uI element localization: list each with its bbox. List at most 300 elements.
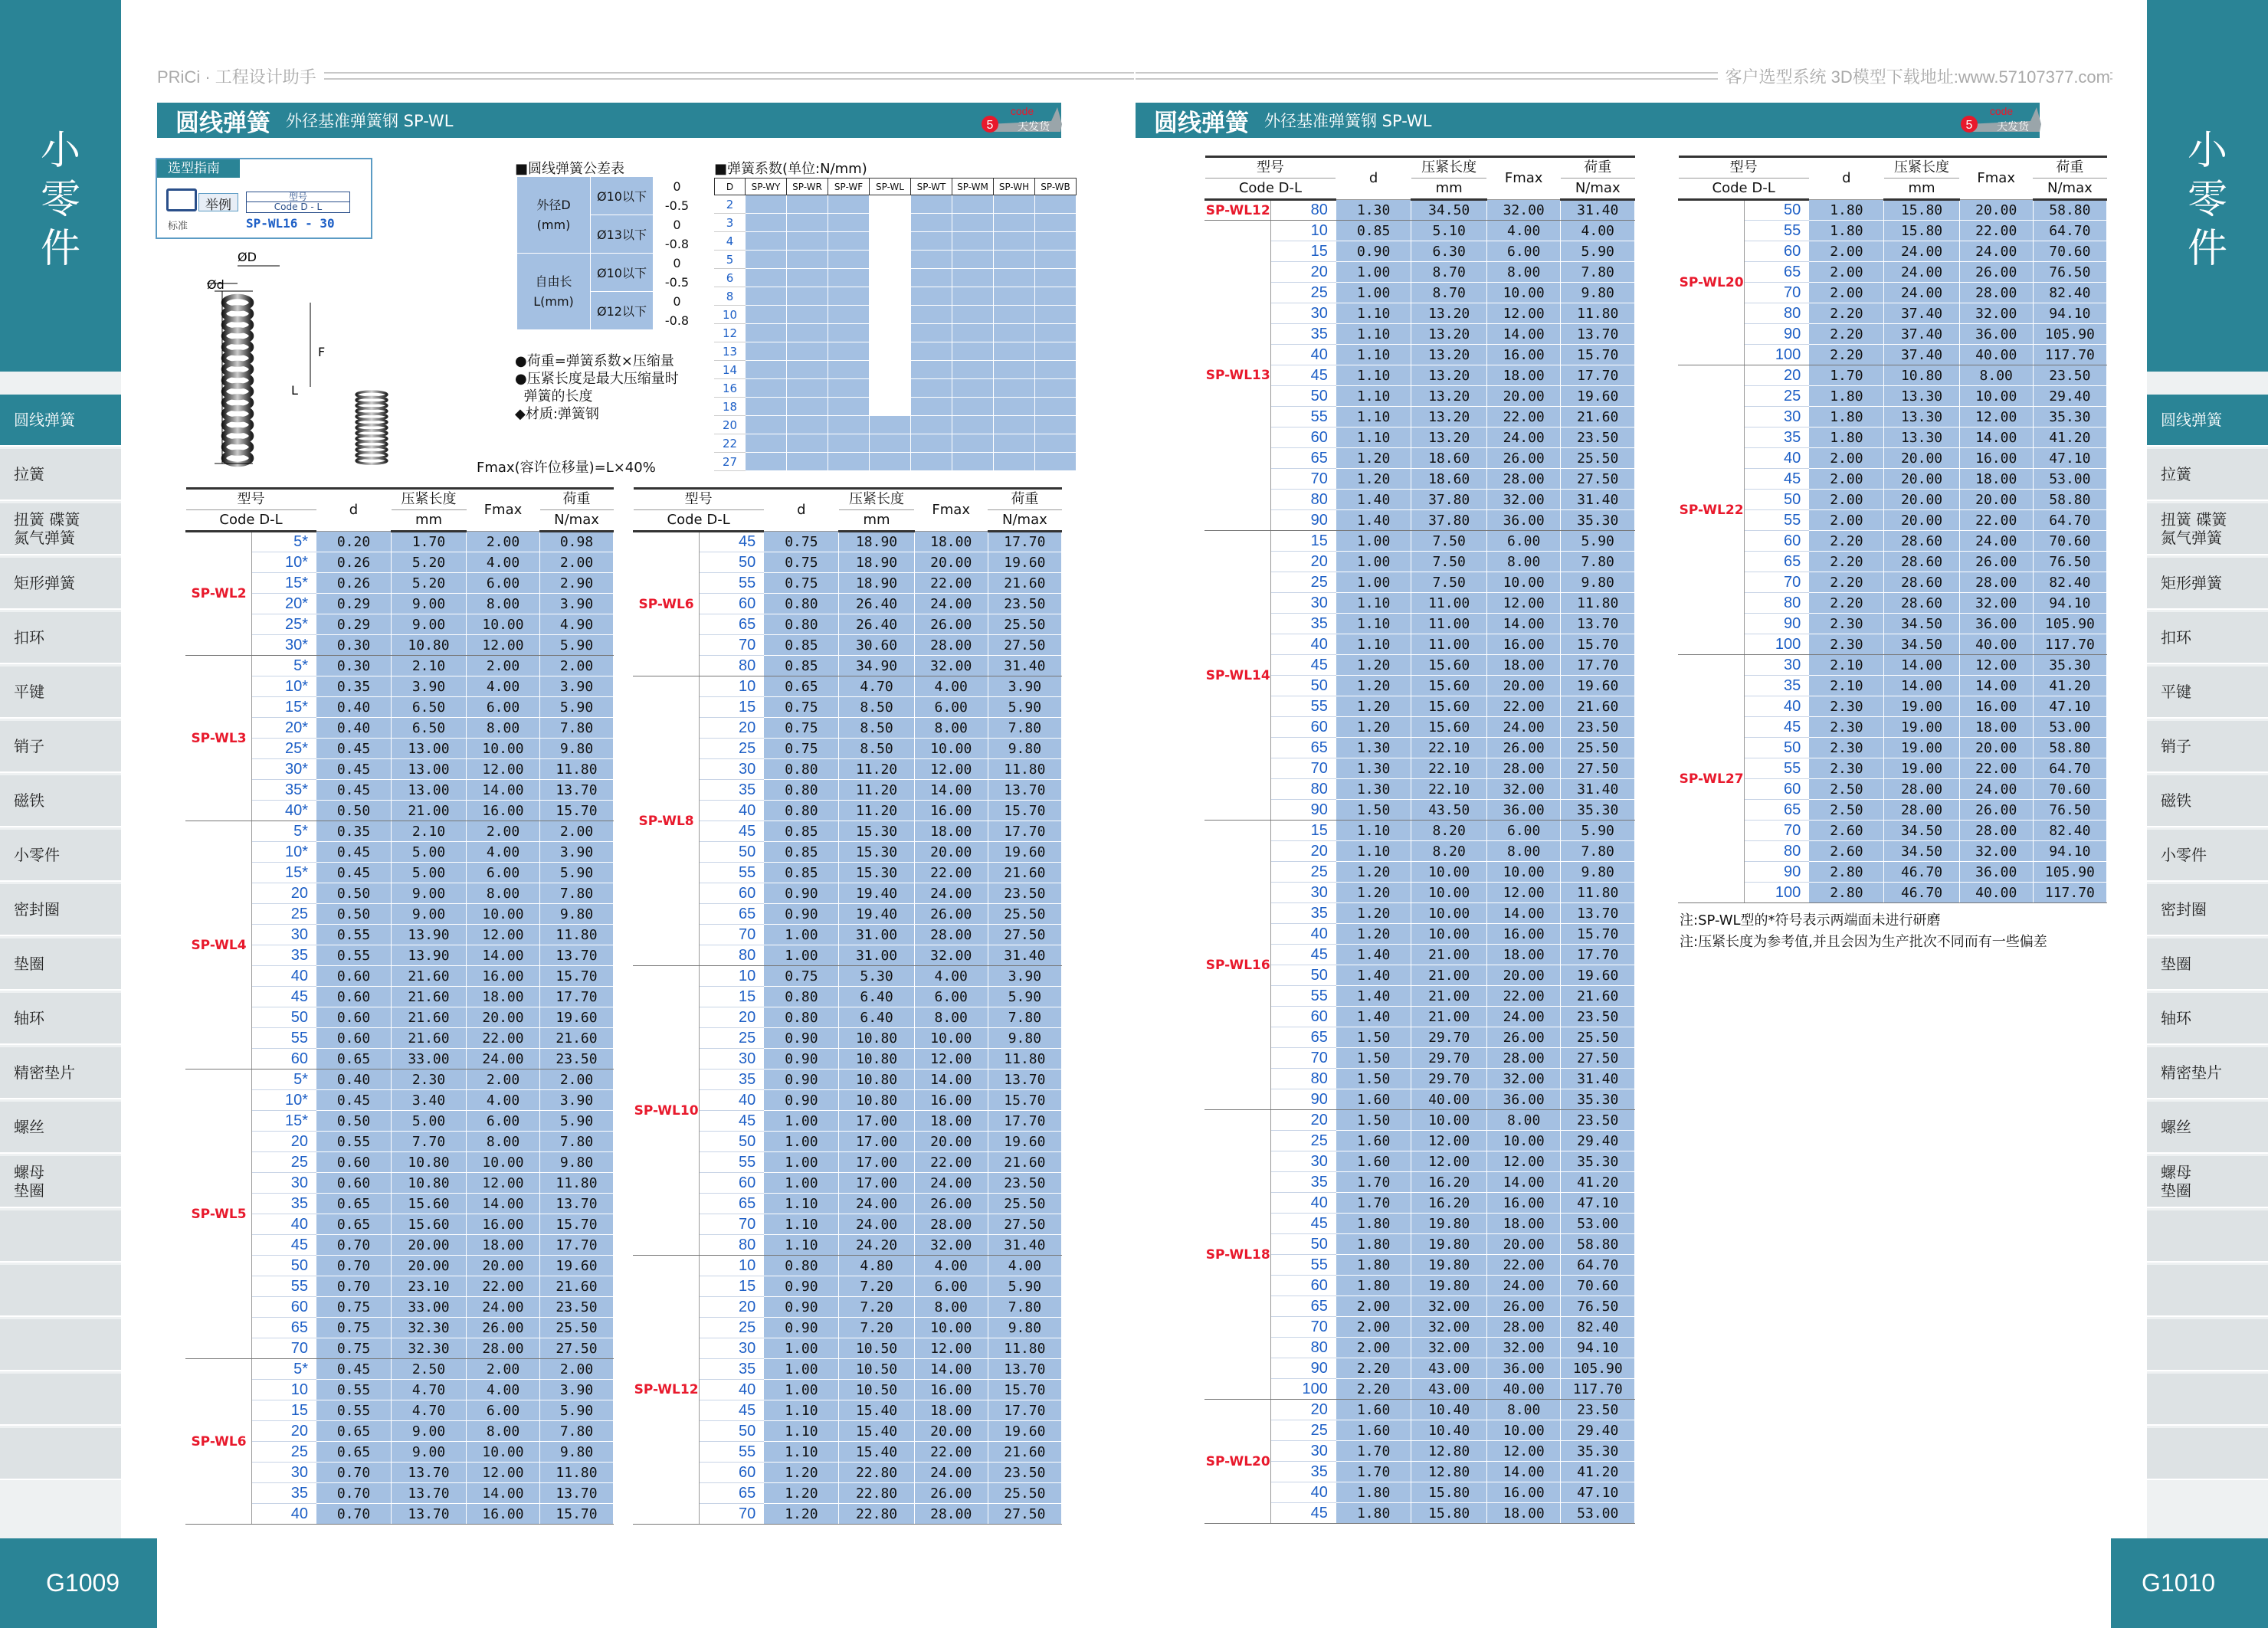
- value-cell: 1.60: [1336, 1089, 1411, 1110]
- value-cell: 5.90: [988, 697, 1061, 718]
- value-cell: 11.80: [1561, 303, 1635, 324]
- value-cell: 10.80: [839, 1049, 914, 1070]
- coef-col-header: SP-WM: [952, 179, 994, 195]
- length-cell: 10*: [252, 1090, 316, 1111]
- value-cell: 0.90: [764, 1070, 839, 1090]
- value-cell: 4.70: [392, 1400, 467, 1421]
- value-cell: 32.00: [1411, 1296, 1487, 1317]
- coef-cell: [911, 416, 952, 434]
- model-code: SP-WL3: [186, 656, 252, 821]
- value-cell: 1.10: [1336, 345, 1411, 365]
- value-cell: 9.80: [540, 904, 614, 925]
- sidebar-item[interactable]: 垫圈: [0, 938, 121, 991]
- value-cell: 1.80: [1336, 1214, 1411, 1234]
- value-cell: 58.80: [2033, 738, 2106, 758]
- sidebar-item[interactable]: [2147, 1374, 2268, 1426]
- value-cell: 2.10: [392, 656, 467, 676]
- coef-cell: [787, 251, 828, 269]
- length-cell: 40: [252, 966, 316, 987]
- length-cell: 80: [1271, 1069, 1336, 1089]
- length-cell: 35: [252, 1483, 316, 1504]
- value-cell: 17.70: [988, 532, 1061, 552]
- length-cell: 5*: [252, 532, 316, 552]
- table-row: [634, 1256, 1062, 1276]
- value-cell: 53.00: [2033, 469, 2106, 490]
- value-cell: 14.00: [1486, 1462, 1561, 1482]
- value-cell: 22.00: [467, 1276, 540, 1297]
- sidebar-item[interactable]: 扣环: [0, 612, 121, 664]
- value-cell: 23.50: [1561, 1400, 1635, 1420]
- sidebar-item[interactable]: [0, 1319, 121, 1371]
- value-cell: 6.00: [914, 987, 988, 1007]
- value-cell: 19.40: [839, 883, 914, 904]
- value-cell: 9.00: [392, 883, 467, 904]
- coef-d: 14: [715, 361, 746, 379]
- value-cell: 22.00: [1959, 221, 2033, 241]
- value-cell: 15.60: [392, 1214, 467, 1235]
- table-row: [1205, 1400, 1635, 1420]
- col-header-unit: mm: [392, 510, 467, 532]
- length-cell: 20: [700, 1007, 764, 1028]
- sidebar-item[interactable]: [2147, 1265, 2268, 1317]
- value-cell: 10.00: [1486, 862, 1561, 883]
- model-code: SP-WL8: [634, 676, 700, 966]
- sidebar-item[interactable]: 拉簧: [2147, 449, 2268, 501]
- sidebar-item[interactable]: 矩形弹簧: [2147, 558, 2268, 610]
- value-cell: 25.50: [988, 904, 1061, 925]
- value-cell: 18.90: [839, 532, 914, 552]
- col-header-unit: N/max: [1561, 179, 1635, 200]
- value-cell: 27.50: [988, 1214, 1061, 1235]
- svg-text:Ød: Ød: [207, 277, 225, 292]
- value-cell: 0.26: [316, 573, 392, 594]
- value-cell: 20.00: [1959, 200, 2033, 221]
- coef-col-header: SP-WR: [787, 179, 828, 195]
- length-cell: 100: [1745, 345, 1809, 365]
- value-cell: 0.45: [316, 759, 392, 780]
- value-cell: 28.60: [1884, 593, 1959, 614]
- value-cell: 32.00: [1486, 1069, 1561, 1089]
- value-cell: 2.00: [1809, 469, 1884, 490]
- header-download-link[interactable]: 客户选型系统 3D模型下载地址:www.57107377.com: [1718, 64, 2110, 86]
- model-code: SP-WL4: [186, 821, 252, 1070]
- value-cell: 12.80: [1411, 1441, 1487, 1462]
- coef-cell: [746, 251, 787, 269]
- length-cell: 10: [700, 676, 764, 697]
- value-cell: 19.80: [1411, 1255, 1487, 1276]
- sidebar-item[interactable]: 密封圈: [2147, 884, 2268, 936]
- monitor-icon: [166, 188, 197, 211]
- value-cell: 32.00: [1486, 779, 1561, 800]
- sidebar-item[interactable]: [0, 1428, 121, 1480]
- value-cell: 0.85: [764, 821, 839, 842]
- value-cell: 7.50: [1411, 572, 1487, 593]
- value-cell: 15.60: [1411, 655, 1487, 676]
- sidebar-item[interactable]: 精密垫片: [2147, 1047, 2268, 1099]
- value-cell: 12.00: [1486, 1151, 1561, 1172]
- value-cell: 5.90: [540, 697, 614, 718]
- value-cell: 1.80: [1336, 1255, 1411, 1276]
- sidebar-item[interactable]: 小零件: [0, 830, 121, 882]
- sidebar-item[interactable]: [0, 1374, 121, 1426]
- title-main: 圆线弹簧: [1154, 109, 1249, 137]
- sidebar-item[interactable]: 圆线弹簧: [2147, 395, 2268, 447]
- coef-cell: [828, 434, 870, 453]
- sidebar-item[interactable]: [2147, 1210, 2268, 1263]
- sidebar-item[interactable]: 垫圈: [2147, 938, 2268, 991]
- value-cell: 26.40: [839, 594, 914, 614]
- value-cell: 19.60: [1561, 386, 1635, 407]
- value-cell: 43.00: [1411, 1379, 1487, 1400]
- value-cell: 22.80: [839, 1483, 914, 1504]
- value-cell: 5.00: [392, 1111, 467, 1132]
- value-cell: 2.30: [1809, 738, 1884, 758]
- value-cell: 0.29: [316, 614, 392, 635]
- length-cell: 20: [1271, 1110, 1336, 1131]
- value-cell: 10.00: [914, 739, 988, 759]
- value-cell: 7.70: [392, 1132, 467, 1152]
- value-cell: 9.00: [392, 904, 467, 925]
- coef-cell: [746, 379, 787, 398]
- length-cell: 30: [1271, 303, 1336, 324]
- sidebar-item[interactable]: 销子: [2147, 721, 2268, 773]
- value-cell: 31.40: [1561, 200, 1635, 221]
- value-cell: 10.00: [1486, 1131, 1561, 1151]
- value-cell: 31.40: [1561, 1069, 1635, 1089]
- value-cell: 37.80: [1411, 510, 1487, 531]
- length-cell: 45: [700, 1400, 764, 1421]
- coef-cell: [994, 416, 1035, 434]
- value-cell: 1.10: [764, 1442, 839, 1463]
- value-cell: 2.90: [540, 573, 614, 594]
- length-cell: 80: [1271, 490, 1336, 510]
- coef-cell: [870, 453, 911, 471]
- value-cell: 18.00: [1486, 1214, 1561, 1234]
- value-cell: 1.00: [1336, 572, 1411, 593]
- length-cell: 90: [1271, 800, 1336, 821]
- value-cell: 64.70: [1561, 1255, 1635, 1276]
- length-cell: 100: [1745, 634, 1809, 655]
- value-cell: 1.10: [764, 1194, 839, 1214]
- value-cell: 29.40: [1561, 1131, 1635, 1151]
- footnote: 注:SP-WL型的*符号表示两端面未进行研磨: [1680, 912, 1941, 929]
- coef-cell: [952, 232, 994, 251]
- value-cell: 19.80: [1411, 1234, 1487, 1255]
- value-cell: 2.50: [1809, 779, 1884, 800]
- coef-d: 27: [715, 453, 746, 471]
- value-cell: 25.50: [1561, 738, 1635, 758]
- value-cell: 0.55: [316, 945, 392, 966]
- length-cell: 30: [1271, 1441, 1336, 1462]
- value-cell: 0.85: [764, 635, 839, 656]
- value-cell: 14.00: [1959, 427, 2033, 448]
- sidebar-item[interactable]: 销子: [0, 721, 121, 773]
- value-cell: 18.60: [1411, 469, 1487, 490]
- value-cell: 15.30: [839, 842, 914, 863]
- value-cell: 28.00: [1486, 758, 1561, 779]
- value-cell: 34.50: [1411, 200, 1487, 221]
- value-cell: 24.00: [1486, 717, 1561, 738]
- sidebar-item[interactable]: 螺母 垫圈: [0, 1156, 121, 1208]
- value-cell: 58.80: [2033, 490, 2106, 510]
- sidebar-item[interactable]: 螺丝: [2147, 1102, 2268, 1154]
- length-cell: 65: [700, 1194, 764, 1214]
- value-cell: 28.00: [914, 925, 988, 945]
- sidebar-item[interactable]: 平键: [0, 667, 121, 719]
- value-cell: 20.00: [1884, 448, 1959, 469]
- coef-cell: [911, 306, 952, 324]
- value-cell: 1.80: [1809, 407, 1884, 427]
- value-cell: 15.70: [540, 1214, 614, 1235]
- value-cell: 18.00: [467, 1235, 540, 1256]
- value-cell: 24.00: [914, 883, 988, 904]
- coef-cell: [870, 324, 911, 342]
- value-cell: 18.00: [914, 1400, 988, 1421]
- sidebar-item[interactable]: 精密垫片: [0, 1047, 121, 1099]
- value-cell: 2.20: [1336, 1379, 1411, 1400]
- value-cell: 24.00: [1884, 241, 1959, 262]
- value-cell: 2.30: [392, 1070, 467, 1090]
- value-cell: 1.10: [1336, 841, 1411, 862]
- coef-cell: [1035, 416, 1077, 434]
- value-cell: 23.50: [988, 1463, 1061, 1483]
- value-cell: 26.00: [1959, 800, 2033, 821]
- tol-cell: Ø10以下: [591, 177, 654, 215]
- coef-cell: [746, 306, 787, 324]
- sidebar-item[interactable]: [2147, 1428, 2268, 1480]
- value-cell: 12.00: [1486, 593, 1561, 614]
- value-cell: 0.45: [316, 863, 392, 883]
- coef-col-header: D: [715, 179, 746, 195]
- sidebar-item[interactable]: 拉簧: [0, 449, 121, 501]
- value-cell: 1.30: [1336, 738, 1411, 758]
- value-cell: 8.00: [1486, 1400, 1561, 1420]
- coef-cell: [952, 195, 994, 214]
- length-cell: 20: [1271, 1400, 1336, 1420]
- value-cell: 0.70: [316, 1256, 392, 1276]
- sidebar-item[interactable]: [0, 1210, 121, 1263]
- sidebar-item[interactable]: 平键: [2147, 667, 2268, 719]
- coef-cell: [994, 269, 1035, 287]
- value-cell: 2.30: [1809, 717, 1884, 738]
- value-cell: 21.00: [1411, 965, 1487, 986]
- code-box: 型号 Code D - L: [246, 192, 350, 213]
- sidebar-item[interactable]: 扭簧 碟簧 氮气弹簧: [0, 503, 121, 555]
- value-cell: 1.80: [1336, 1234, 1411, 1255]
- length-cell: 40: [1745, 448, 1809, 469]
- section-title-left: [157, 103, 1061, 138]
- value-cell: 13.90: [392, 925, 467, 945]
- sidebar-item[interactable]: 扭簧 碟簧 氮气弹簧: [2147, 503, 2268, 555]
- sidebar-item[interactable]: [0, 1265, 121, 1317]
- value-cell: 117.70: [1561, 1379, 1635, 1400]
- coef-d: 18: [715, 398, 746, 416]
- length-cell: 35: [252, 945, 316, 966]
- length-cell: 45: [1271, 1503, 1336, 1524]
- value-cell: 10.80: [392, 635, 467, 656]
- sidebar-item[interactable]: 扣环: [2147, 612, 2268, 664]
- value-cell: 76.50: [2033, 262, 2106, 283]
- coef-cell: [870, 251, 911, 269]
- length-cell: 15*: [252, 1111, 316, 1132]
- value-cell: 0.90: [764, 1049, 839, 1070]
- svg-text:5: 5: [986, 119, 994, 132]
- coef-cell: [870, 361, 911, 379]
- value-cell: 32.00: [914, 945, 988, 966]
- coef-cell: [994, 195, 1035, 214]
- value-cell: 17.00: [839, 1152, 914, 1173]
- value-cell: 2.00: [467, 532, 540, 552]
- sidebar-item[interactable]: 矩形弹簧: [0, 558, 121, 610]
- value-cell: 8.00: [467, 594, 540, 614]
- value-cell: 0.75: [316, 1338, 392, 1359]
- value-cell: 26.00: [914, 614, 988, 635]
- value-cell: 15.70: [1561, 924, 1635, 945]
- value-cell: 21.60: [540, 1276, 614, 1297]
- value-cell: 1.20: [1336, 655, 1411, 676]
- value-cell: 46.70: [1884, 862, 1959, 883]
- length-cell: 15: [1271, 241, 1336, 262]
- coef-cell: [870, 214, 911, 232]
- sidebar-item[interactable]: 轴环: [0, 993, 121, 1045]
- length-cell: 15: [1271, 821, 1336, 841]
- value-cell: 94.10: [2033, 303, 2106, 324]
- value-cell: 4.00: [914, 676, 988, 697]
- note-line: ●压紧长度是最大压缩量时: [515, 371, 679, 387]
- sidebar-item[interactable]: 小零件: [2147, 830, 2268, 882]
- coef-d: 3: [715, 214, 746, 232]
- value-cell: 15.30: [839, 863, 914, 883]
- table-row: [634, 676, 1062, 697]
- category-char: 小: [40, 128, 80, 174]
- tol-outer-label: 外径D (mm): [517, 177, 591, 254]
- value-cell: 1.20: [1336, 696, 1411, 717]
- value-cell: 0.50: [316, 801, 392, 821]
- value-cell: 8.50: [839, 718, 914, 739]
- length-cell: 70: [252, 1338, 316, 1359]
- coef-cell: [870, 306, 911, 324]
- length-cell: 5*: [252, 821, 316, 842]
- value-cell: 15.70: [540, 1504, 614, 1525]
- length-cell: 15: [700, 1276, 764, 1297]
- coef-cell: [952, 269, 994, 287]
- value-cell: 24.00: [1486, 427, 1561, 448]
- sidebar-item[interactable]: 磁铁: [2147, 775, 2268, 827]
- coef-cell: [994, 379, 1035, 398]
- coef-cell: [911, 361, 952, 379]
- value-cell: 12.00: [1486, 303, 1561, 324]
- sidebar-item[interactable]: 圆线弹簧: [0, 395, 121, 447]
- value-cell: 1.10: [764, 1400, 839, 1421]
- length-cell: 5*: [252, 1359, 316, 1380]
- value-cell: 58.80: [1561, 1234, 1635, 1255]
- value-cell: 1.20: [764, 1463, 839, 1483]
- sidebar-item[interactable]: 轴环: [2147, 993, 2268, 1045]
- value-cell: 24.00: [1486, 1007, 1561, 1027]
- value-cell: 2.00: [1809, 490, 1884, 510]
- value-cell: 15.60: [1411, 696, 1487, 717]
- value-cell: 6.40: [839, 1007, 914, 1028]
- value-cell: 8.00: [914, 718, 988, 739]
- length-cell: 25: [252, 1152, 316, 1173]
- value-cell: 24.00: [1959, 241, 2033, 262]
- value-cell: 40.00: [1959, 883, 2033, 903]
- value-cell: 22.00: [1959, 510, 2033, 531]
- value-cell: 11.00: [1411, 593, 1487, 614]
- value-cell: 1.30: [1336, 779, 1411, 800]
- sidebar-item[interactable]: 螺丝: [0, 1102, 121, 1154]
- value-cell: 0.55: [316, 925, 392, 945]
- length-cell: 80: [1271, 779, 1336, 800]
- coef-cell: [746, 287, 787, 306]
- value-cell: 1.80: [1809, 200, 1884, 221]
- value-cell: 36.00: [1486, 1358, 1561, 1379]
- value-cell: 0.80: [764, 1007, 839, 1028]
- value-cell: 7.80: [1561, 552, 1635, 572]
- value-cell: 7.50: [1411, 531, 1487, 552]
- value-cell: 6.00: [914, 697, 988, 718]
- coef-cell: [911, 251, 952, 269]
- model-code: SP-WL6: [634, 532, 700, 676]
- value-cell: 1.10: [1336, 407, 1411, 427]
- value-cell: 32.00: [1486, 490, 1561, 510]
- value-cell: 0.65: [316, 1421, 392, 1442]
- length-cell: 25: [1271, 283, 1336, 303]
- value-cell: 21.60: [988, 1152, 1061, 1173]
- length-cell: 40: [1271, 345, 1336, 365]
- value-cell: 9.00: [392, 1442, 467, 1463]
- value-cell: 13.70: [988, 1070, 1061, 1090]
- value-cell: 24.00: [1959, 531, 2033, 552]
- value-cell: 11.80: [1561, 883, 1635, 903]
- coef-cell: [911, 434, 952, 453]
- value-cell: 34.50: [1884, 841, 1959, 862]
- value-cell: 23.10: [392, 1276, 467, 1297]
- coef-cell: [870, 398, 911, 416]
- length-cell: 30: [252, 925, 316, 945]
- value-cell: 14.00: [1884, 676, 1959, 696]
- sidebar-item[interactable]: 密封圈: [0, 884, 121, 936]
- value-cell: 11.20: [839, 759, 914, 780]
- value-cell: 82.40: [1561, 1317, 1635, 1338]
- coef-d: 22: [715, 434, 746, 453]
- value-cell: 29.70: [1411, 1069, 1487, 1089]
- length-cell: 45: [1271, 365, 1336, 386]
- value-cell: 8.00: [914, 1297, 988, 1318]
- value-cell: 17.70: [1561, 655, 1635, 676]
- coef-d: 5: [715, 251, 746, 269]
- tol-cell: -0.5: [654, 273, 701, 292]
- value-cell: 105.90: [1561, 1358, 1635, 1379]
- sidebar-item[interactable]: [2147, 1319, 2268, 1371]
- title-main: 圆线弹簧: [175, 109, 270, 137]
- value-cell: 0.70: [316, 1276, 392, 1297]
- length-cell: 10*: [252, 552, 316, 573]
- length-cell: 35: [700, 780, 764, 801]
- value-cell: 5.90: [988, 1276, 1061, 1297]
- coef-cell: [787, 195, 828, 214]
- model-code: SP-WL16: [1205, 821, 1271, 1110]
- col-header-d: d: [1809, 157, 1884, 200]
- value-cell: 1.50: [1336, 1069, 1411, 1089]
- value-cell: 1.40: [1336, 510, 1411, 531]
- value-cell: 6.00: [467, 1111, 540, 1132]
- sidebar-item[interactable]: 磁铁: [0, 775, 121, 827]
- length-cell: 55: [1271, 696, 1336, 717]
- value-cell: 17.70: [988, 1111, 1061, 1132]
- coef-cell: [952, 379, 994, 398]
- sidebar-item[interactable]: 螺母 垫圈: [2147, 1156, 2268, 1208]
